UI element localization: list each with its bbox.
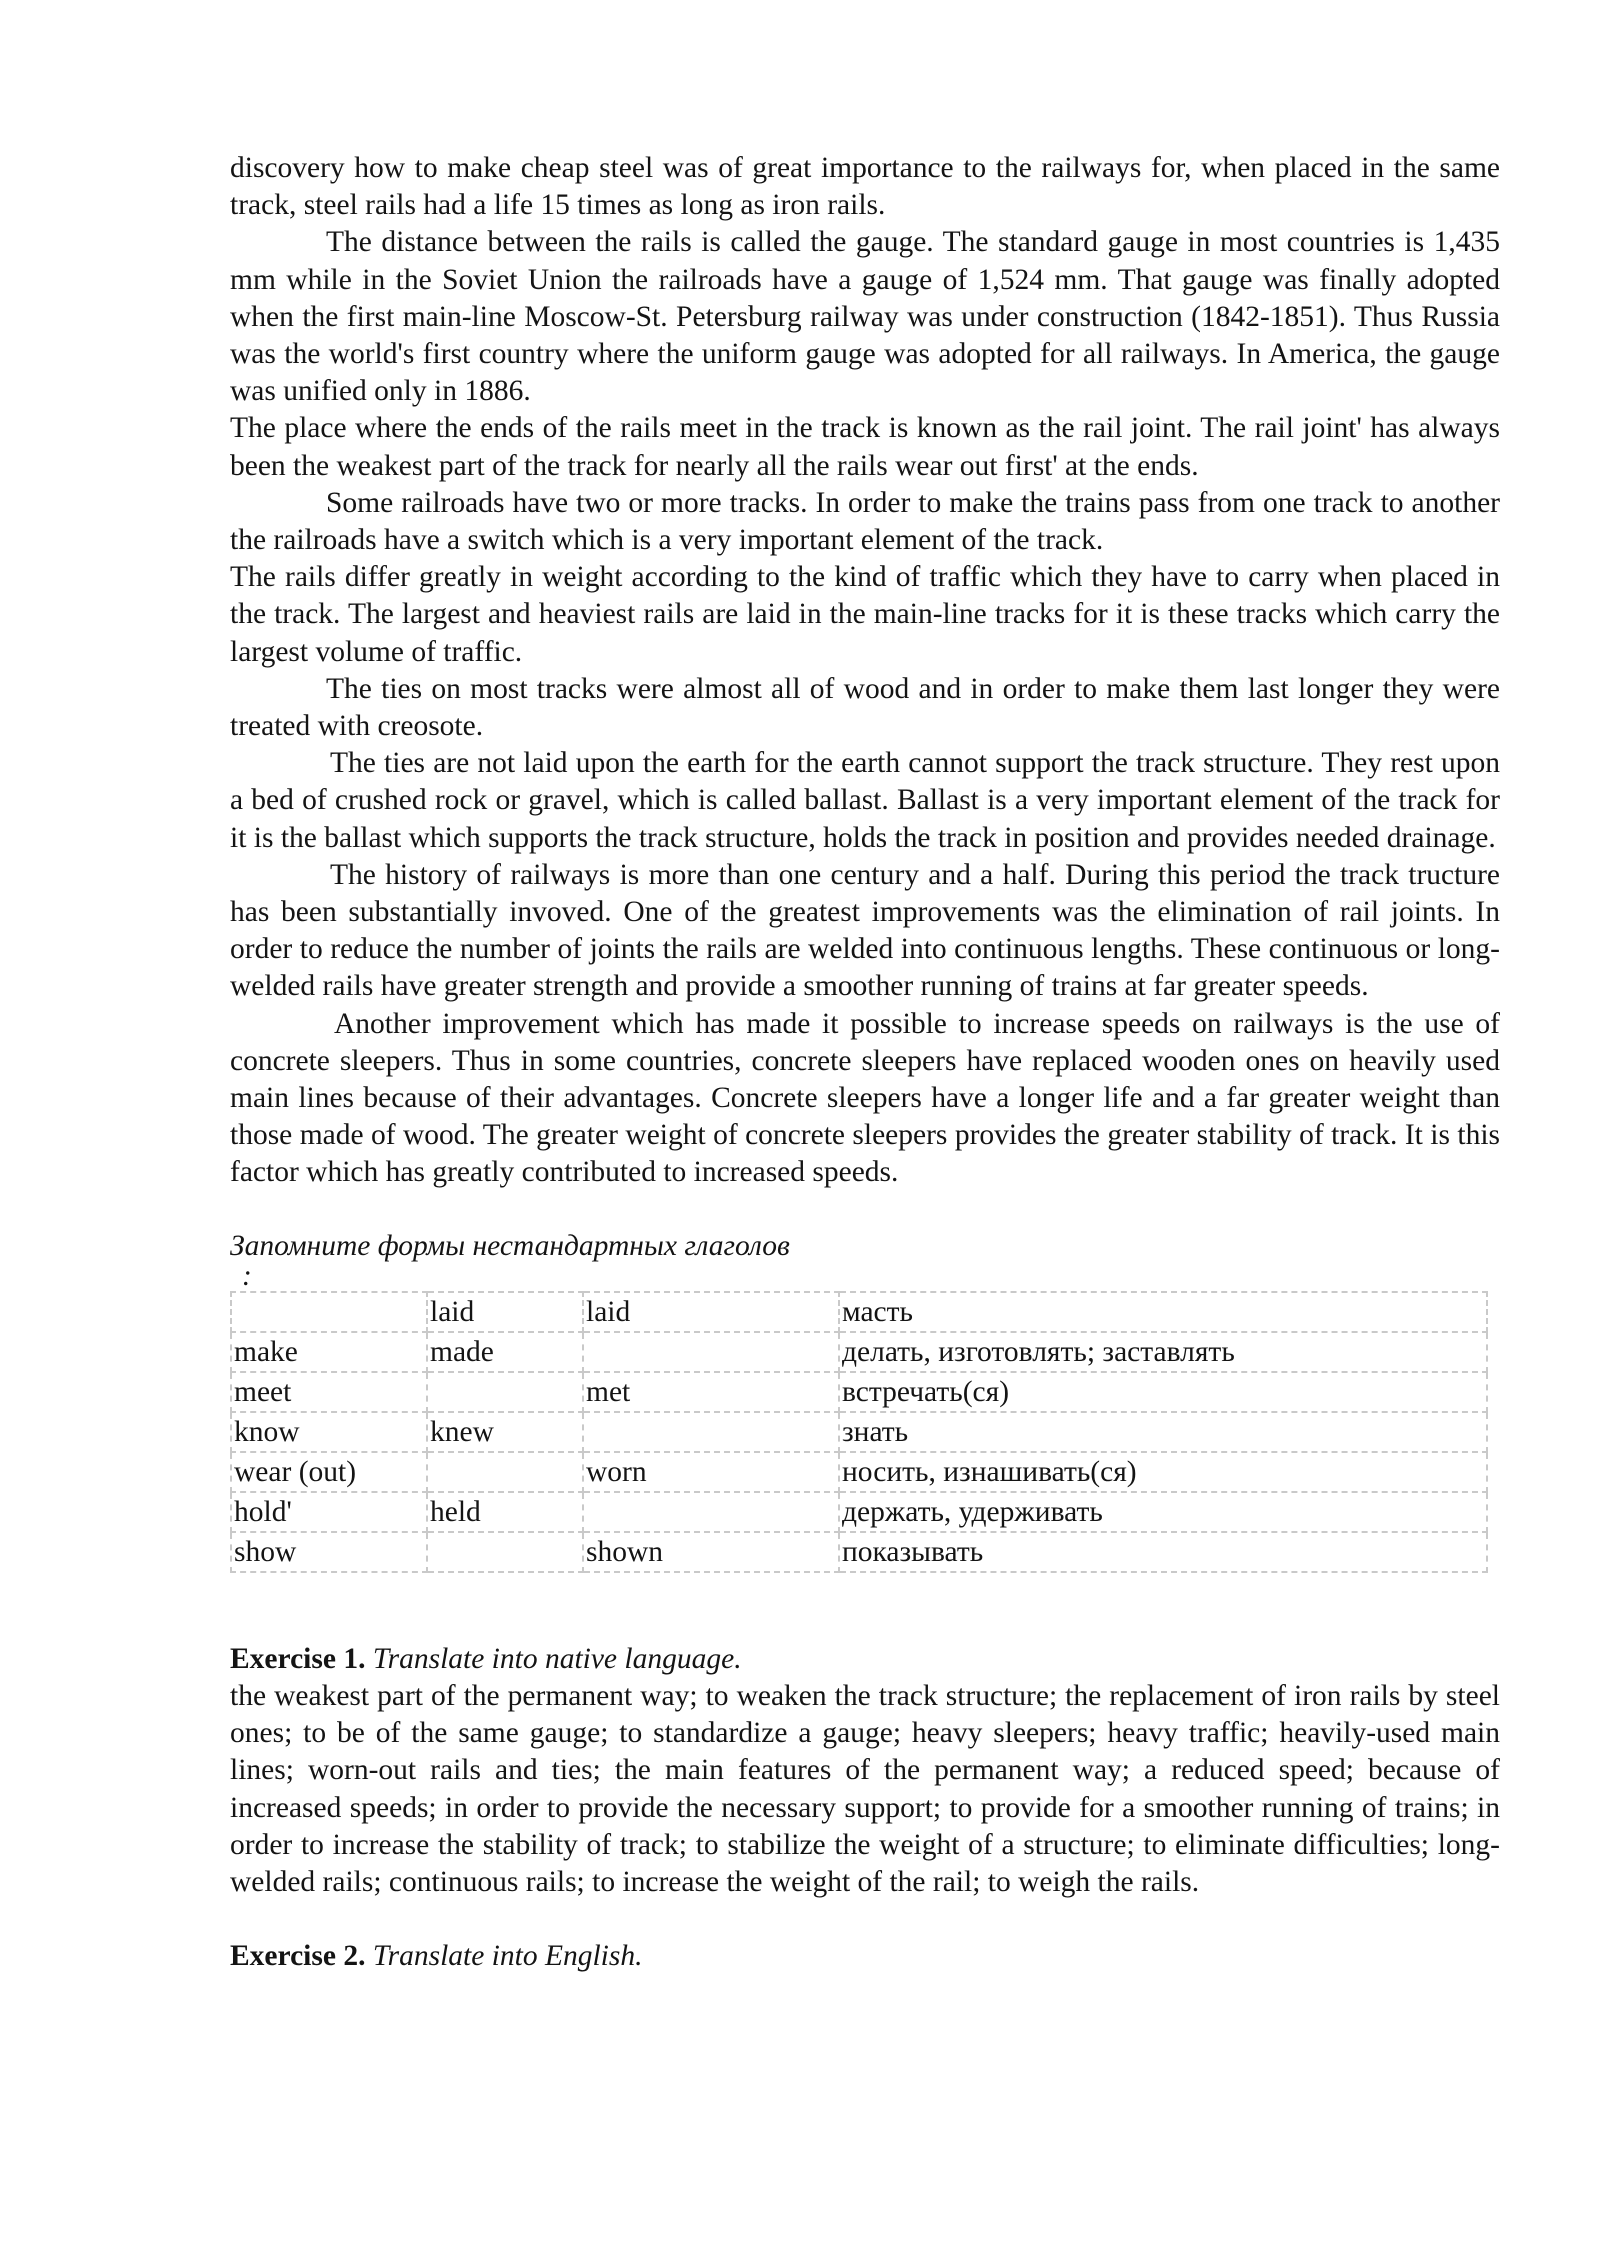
verb-past-cell: made (427, 1332, 583, 1372)
verbs-heading: Запомните формы нестандартных глаголов (230, 1229, 790, 1262)
verb-base-cell: know (231, 1412, 427, 1452)
verb-past-cell: held (427, 1492, 583, 1532)
verb-past-cell (427, 1532, 583, 1572)
verb-participle-cell: met (583, 1372, 839, 1412)
table-row (231, 1532, 1487, 1572)
paragraph-ballast: The ties are not laid upon the earth for the earth cannot support the track structure. They rest upon a bed of crushed rock or gravel, which is called ballast. Ballast is a very important element of the track for it is the ballast which supports the track structure, holds the track in position and provides needed drainage. (230, 747, 1500, 854)
verb-translation-cell: показывать (839, 1532, 1487, 1572)
verb-participle-cell (583, 1412, 839, 1452)
verb-base-cell: meet (231, 1372, 427, 1412)
paragraph-steel: discovery how to make cheap steel was of great importance to the railways for, when placed in the same track, steel rails had a life 15 times as long as iron rails. (230, 152, 1500, 222)
exercise-1 (230, 1641, 1500, 1901)
verb-past-cell (427, 1372, 583, 1412)
paragraph-gauge: The distance between the rails is called the gauge. The standard gauge in most countries is 1,435 mm while in the Soviet Union the railroads have a gauge of 1,524 mm. That gauge was finally adopted when the first main-line Moscow-St. Petersburg railway was under construction (1842-1851). Thus Russia was the world's first country where the uniform gauge was adopted for all railways. In America, the gauge was unified only in 1886. (230, 226, 1500, 408)
verb-base-cell: hold' (231, 1492, 427, 1532)
paragraph-history: The history of railways is more than one century and a half. During this period the track tructure has been substantially invoved. One of the greatest improvements was the elimination of rail joints. In order to reduce the number of joints the rails are welded into continuous lengths. These continuous or long-welded rails have greater strength and provide a smoother running of trains at far greater speeds. (230, 858, 1500, 1003)
exercise-1-instruction: Translate into native language. (372, 1642, 742, 1675)
irregular-verbs-table (230, 1291, 1488, 1573)
verb-translation-cell: знать (839, 1412, 1487, 1452)
exercise-2-instruction: Translate into English. (372, 1940, 643, 1973)
verb-past-cell: knew (427, 1412, 583, 1452)
verb-participle-cell: worn (583, 1452, 839, 1492)
paragraph-switch: Some railroads have two or more tracks. In order to make the trains pass from one track to another the railroads have a switch which is a very important element of the track. (230, 486, 1500, 557)
table-row (231, 1492, 1487, 1532)
table-row (231, 1452, 1487, 1492)
verb-translation-cell: делать, изготовлять; заставлять (839, 1332, 1487, 1372)
verb-participle-cell (583, 1492, 839, 1532)
verb-participle-cell (583, 1332, 839, 1372)
verb-base-cell: wear (out) (231, 1452, 427, 1492)
paragraph-concrete-sleepers: Another improvement which has made it possible to increase speeds on railways is the use of concrete sleepers. Thus in some countries, concrete sleepers have replaced wooden ones on heavily used main lines because of their advantages. Concrete sleepers have a longer life and a far greater weight than those made of wood. The greater weight of concrete sleepers provides the greater stability of track. It is this factor which has greatly contributed to increased speeds. (230, 1007, 1500, 1189)
verb-translation-cell: встречать(ся) (839, 1372, 1487, 1412)
paragraph-ties: The ties on most tracks were almost all of wood and in order to make them last longer they were treated with creosote. (230, 672, 1500, 743)
verb-base-cell: make (231, 1332, 427, 1372)
verb-translation-cell: держать, удерживать (839, 1492, 1487, 1532)
verb-past-cell: laid (427, 1292, 583, 1332)
table-row (231, 1332, 1487, 1372)
document-page (230, 150, 1500, 1975)
exercise-1-label: Exercise 1. (230, 1642, 366, 1675)
exercise-2-label: Exercise 2. (230, 1940, 366, 1973)
verb-participle-cell: laid (583, 1292, 839, 1332)
exercise-2-title (230, 1938, 1500, 1975)
table-row (231, 1372, 1487, 1412)
exercise-1-title (230, 1641, 1500, 1678)
paragraph-rail-weight: The rails differ greatly in weight according to the kind of traffic which they have to carry when placed in the track. The largest and heaviest rails are laid in the main-line tracks for it is these tracks which carry the largest volume of traffic. (230, 561, 1500, 668)
verb-translation-cell: носить, изнашивать(ся) (839, 1452, 1487, 1492)
paragraph-rail-joint: The place where the ends of the rails meet in the track is known as the rail joint. The rail joint' has always been the weakest part of the track for nearly all the rails wear out first' at the ends. (230, 412, 1500, 482)
table-row (231, 1412, 1487, 1452)
verb-base-cell (231, 1292, 427, 1332)
verb-base-cell: show (231, 1532, 427, 1572)
table-row (231, 1292, 1487, 1332)
irregular-verbs-table-body (231, 1292, 1487, 1572)
verb-translation-cell: масть (839, 1292, 1487, 1332)
verbs-heading-colon: : (242, 1259, 252, 1292)
exercise-1-text: the weakest part of the permanent way; to weaken the track structure; the replacement of iron rails by steel ones; to be of the same gauge; to standardize a gauge; heavy sleepers; heavy traffic; heavily-used main lines; worn-out rails and ties; the main features of the permanent way; a reduced speed; because of increased speeds; in order to provide the necessary support; to provide for a smoother running of trains; in order to increase the stability of track; to stabilize the weight of a structure; to eliminate difficulties; long-welded rails; continuous rails; to increase the weight of the rail; to weigh the rails. (230, 1679, 1500, 1898)
verb-past-cell (427, 1452, 583, 1492)
verb-participle-cell: shown (583, 1532, 839, 1572)
